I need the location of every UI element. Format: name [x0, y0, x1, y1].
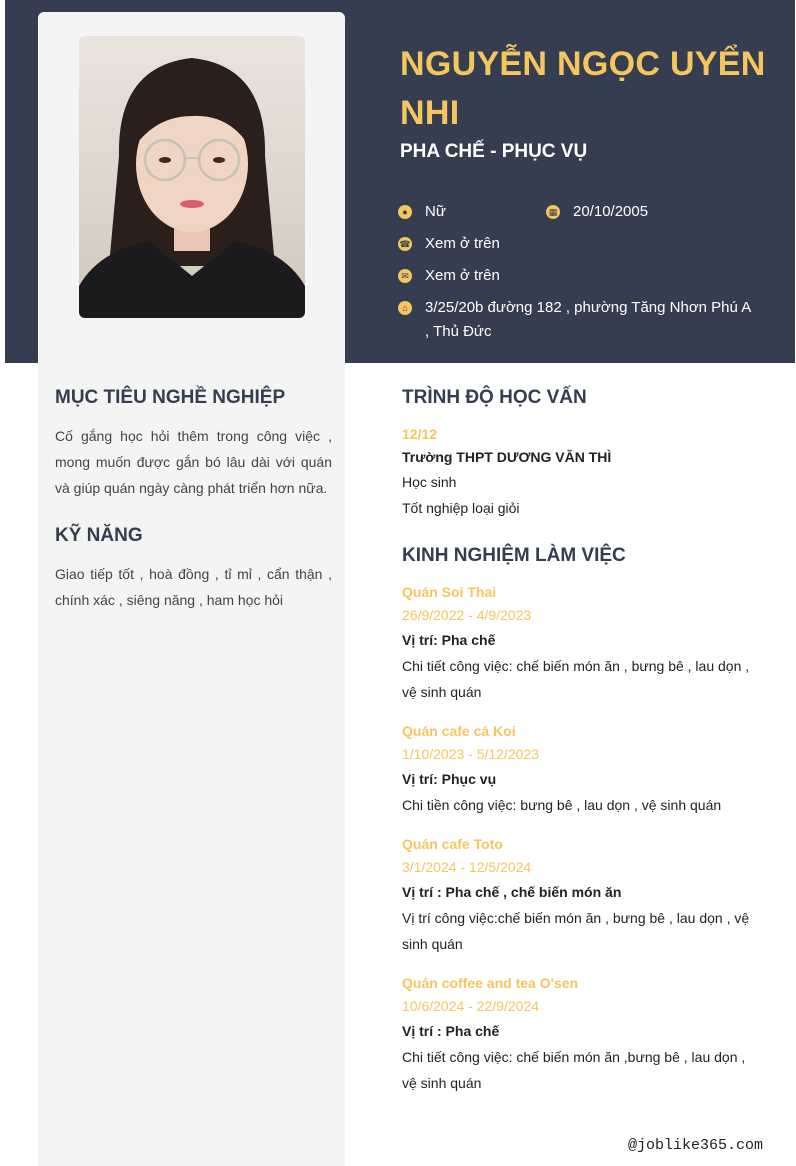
skills-title: KỸ NĂNG [55, 525, 143, 546]
objective-text: Cố gắng học hỏi thêm trong công việc , mong muốn được gắn bó lâu dài với quán và giúp quán ngày càng phát triển hơn nữa. [55, 428, 332, 496]
info-address [398, 296, 758, 344]
education-role: Học sinh [402, 474, 457, 490]
education-grade: 12/12 [402, 426, 438, 442]
phone-value: Xem ở trên [425, 235, 500, 252]
job-position: Vị trí : Pha chế , chế biến món ăn [402, 884, 622, 900]
email-value: Xem ở trên [425, 267, 500, 284]
home-icon: ⌂ [398, 301, 412, 315]
job-detail: Vị trí công việc:chế biến món ăn , bưng bê , lau dọn , vệ sinh quán [402, 910, 750, 952]
job-entry [402, 581, 762, 705]
info-phone [398, 232, 758, 256]
job-detail: Chi tiền công việc: bưng bê , lau dọn , vệ sinh quán [402, 797, 722, 813]
job-entry [402, 972, 762, 1096]
objective-title: MỤC TIÊU NGHỀ NGHIỆP [55, 387, 286, 408]
info-email [398, 264, 758, 288]
calendar-icon: ▦ [546, 205, 560, 219]
job-dates: 3/1/2024 - 12/5/2024 [402, 859, 532, 875]
birthdate-value: 20/10/2005 [573, 203, 649, 220]
job-company: Quán cafe Toto [402, 836, 503, 852]
user-icon: ● [398, 205, 412, 219]
job-position: Vị trí: Pha chế [402, 632, 496, 648]
job-dates: 10/6/2024 - 22/9/2024 [402, 998, 540, 1014]
job-position: Vị trí: Phục vụ [402, 771, 497, 787]
job-entry [402, 833, 762, 957]
watermark: @joblike365.com [628, 1137, 764, 1154]
job-company: Quán coffee and tea O'sen [402, 975, 579, 991]
job-detail: Chi tiết công việc: chế biến món ăn ,bưng bê , lau dọn , vệ sinh quán [402, 1049, 746, 1091]
phone-icon: ☎ [399, 239, 411, 249]
education-result: Tốt nghiệp loại giỏi [402, 500, 520, 516]
address-value: 3/25/20b đường 182 , phường Tăng Nhơn Phú A , Thủ Đức [425, 299, 751, 340]
education-block [402, 423, 762, 521]
profile-photo [79, 36, 305, 318]
education-title: TRÌNH ĐỘ HỌC VẤN [402, 387, 587, 408]
education-school: Trường THPT DƯƠNG VĂN THÌ [402, 449, 612, 465]
info-birthdate [546, 200, 746, 224]
candidate-name: NGUYỄN NGỌC UYỂN NHI [400, 45, 766, 132]
skills-text: Giao tiếp tốt , hoà đồng , tỉ mỉ , cẩn thận , chính xác , siêng năng , ham học hỏi [55, 566, 332, 608]
experience-title: KINH NGHIỆM LÀM VIỆC [402, 545, 626, 566]
info-gender [398, 200, 548, 224]
job-entry [402, 720, 762, 818]
job-dates: 1/10/2023 - 5/12/2023 [402, 746, 540, 762]
job-company: Quán Soi Thai [402, 584, 497, 600]
gender-value: Nữ [425, 203, 446, 220]
email-icon: ✉ [398, 269, 412, 283]
job-detail: Chi tiết công việc: chế biến món ăn , bưng bê , lau dọn , vệ sinh quán [402, 658, 750, 700]
job-title: PHA CHẾ - PHỤC VỤ [400, 141, 588, 162]
job-company: Quán cafe cá Koi [402, 723, 516, 739]
job-dates: 26/9/2022 - 4/9/2023 [402, 607, 532, 623]
job-position: Vị trí : Pha chế [402, 1023, 500, 1039]
